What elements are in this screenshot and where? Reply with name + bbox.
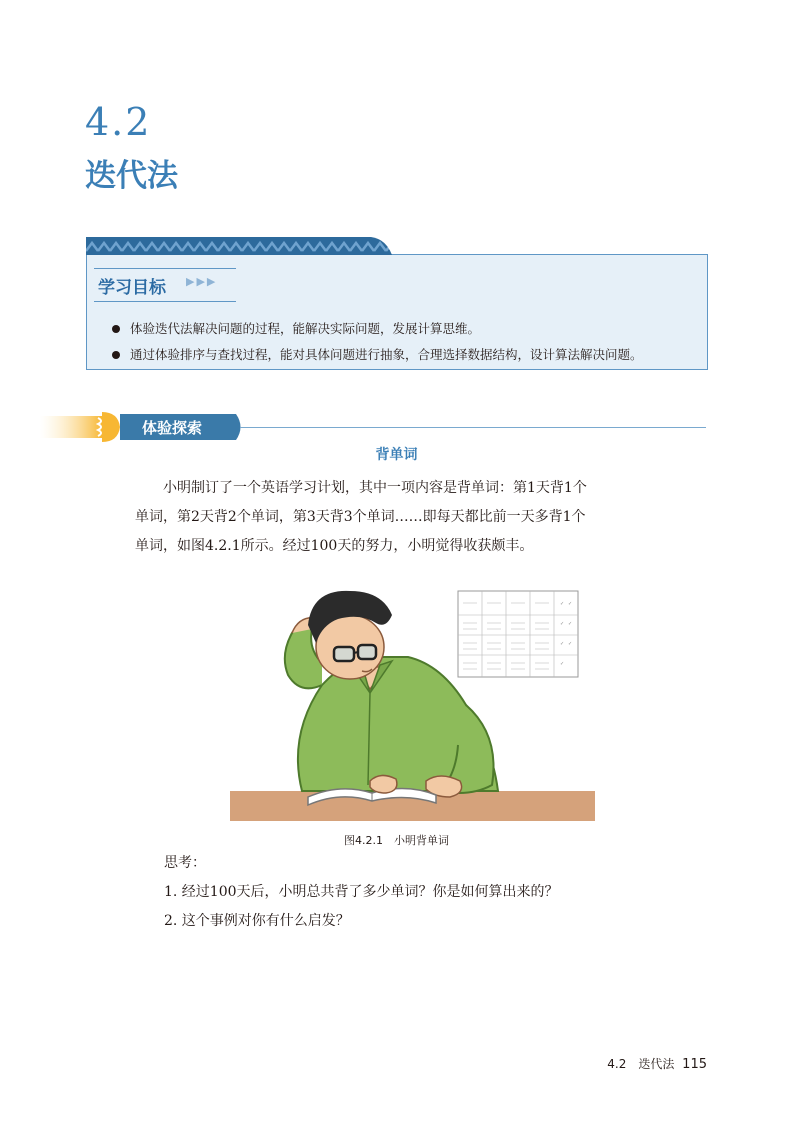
svg-text:✓: ✓ <box>560 641 565 647</box>
intro-paragraph <box>135 474 675 561</box>
svg-text:✓: ✓ <box>560 621 565 627</box>
learning-goals-title: 学习目标 <box>98 278 166 298</box>
bullet-icon <box>112 351 120 359</box>
learning-goals-list <box>108 316 643 368</box>
zigzag-band-decoration <box>86 237 396 255</box>
svg-text:✓: ✓ <box>560 661 565 667</box>
figure-caption: 图4.2.1 小明背单词 <box>344 834 449 847</box>
learning-goal-item: 体验迭代法解决问题的过程，能解决实际问题，发展计算思维。 <box>108 316 643 342</box>
bullet-icon <box>112 325 120 333</box>
svg-text:✓: ✓ <box>568 641 573 647</box>
activity-title: 背单词 <box>375 447 418 463</box>
think-question: 1. 经过100天后，小明总共背了多少单词？你是如何算出来的？ <box>164 884 559 900</box>
student-studying-illustration <box>230 585 595 823</box>
section-divider <box>240 427 706 428</box>
paragraph-line: 单词，第2天背2个单词，第3天背3个单词……即每天都比前一天多背1个 <box>135 509 586 525</box>
think-heading: 思考： <box>164 855 206 871</box>
paragraph-line: 单词，如图4.2.1所示。经过100天的努力，小明觉得收获颇丰。 <box>135 538 534 554</box>
vocabulary-chart-image <box>458 591 578 677</box>
triangle-arrows-icon: ▶▶▶ <box>186 275 218 288</box>
think-section <box>164 849 559 936</box>
section-title: 迭代法 <box>85 158 178 194</box>
svg-text:✓: ✓ <box>568 621 573 627</box>
footer-section: 4.2 迭代法 <box>607 1057 675 1071</box>
page-number: 115 <box>682 1057 707 1072</box>
think-question: 2. 这个事例对你有什么启发？ <box>164 913 350 929</box>
learning-goals-header <box>94 268 236 302</box>
paragraph-line: 小明制订了一个英语学习计划，其中一项内容是背单词：第1天背1个 <box>163 480 587 496</box>
svg-text:✓: ✓ <box>560 601 565 607</box>
svg-text:✓: ✓ <box>568 601 573 607</box>
section-number: 4.2 <box>85 100 152 144</box>
page-footer <box>607 1055 707 1072</box>
learning-goal-item: 通过体验排序与查找过程，能对具体问题进行抽象，合理选择数据结构，设计算法解决问题。 <box>108 342 643 368</box>
explore-section-label: 体验探索 <box>142 419 203 437</box>
